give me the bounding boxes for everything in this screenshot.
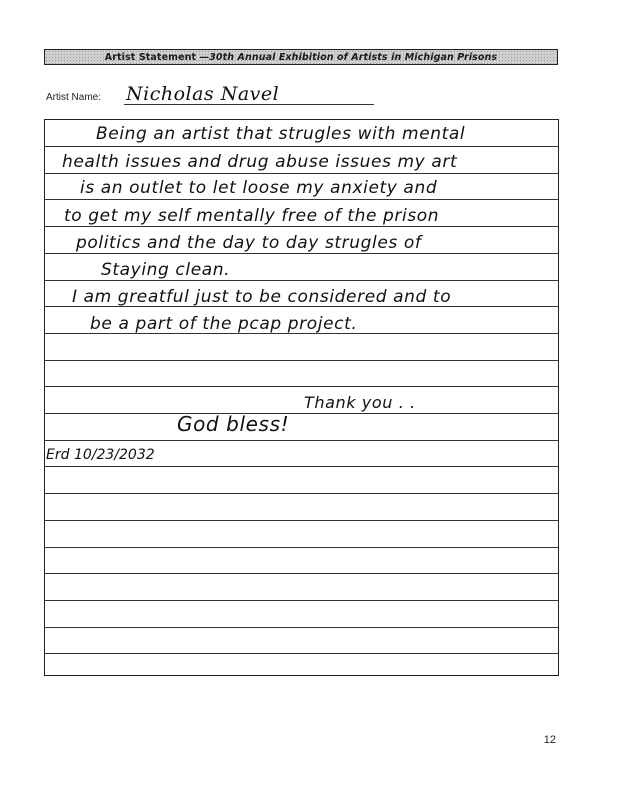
ruled-line <box>44 573 559 574</box>
statement-line-8: be a part of the pcap project. <box>90 314 358 334</box>
signature-date: Erd 10/23/2032 <box>46 447 155 463</box>
statement-line-3: is an outlet to let loose my anxiety and <box>80 178 438 198</box>
ruled-line <box>44 199 559 200</box>
statement-line-7: I am greatful just to be considered and to <box>72 287 452 307</box>
statement-line-1: Being an artist that strugles with mental <box>96 124 466 144</box>
statement-box <box>44 119 559 676</box>
artist-name-signature: Nicholas Navel <box>126 83 280 105</box>
ruled-line <box>44 600 559 601</box>
ruled-line <box>44 146 559 147</box>
ruled-line <box>44 226 559 227</box>
header-title-part1: Artist Statement <box>104 51 197 63</box>
header-banner <box>44 49 558 65</box>
header-separator: — <box>199 51 210 63</box>
artist-name-label: Artist Name: <box>46 92 102 103</box>
statement-line-5: politics and the day to day strugles of <box>76 233 422 253</box>
page-number: 12 <box>543 734 556 746</box>
statement-line-4: to get my self mentally free of the prison <box>64 206 440 226</box>
ruled-line <box>44 653 559 654</box>
statement-line-6: Staying clean. <box>101 260 231 280</box>
ruled-line <box>44 440 559 441</box>
header-title-part2: 30th Annual Exhibition of Artists in Michigan Prisons <box>209 51 498 63</box>
ruled-line <box>44 413 559 414</box>
thank-you-note: Thank you . . <box>304 393 416 412</box>
ruled-line <box>44 360 559 361</box>
ruled-line <box>44 627 559 628</box>
ruled-line <box>44 547 559 548</box>
artist-name-row <box>46 83 346 106</box>
ruled-line <box>44 493 559 494</box>
ruled-line <box>44 520 559 521</box>
ruled-line <box>44 173 559 174</box>
header-title <box>105 52 497 63</box>
ruled-line <box>44 386 559 387</box>
ruled-line <box>44 466 559 467</box>
statement-line-2: health issues and drug abuse issues my art <box>62 152 458 172</box>
god-bless-note: God bless! <box>177 412 290 436</box>
